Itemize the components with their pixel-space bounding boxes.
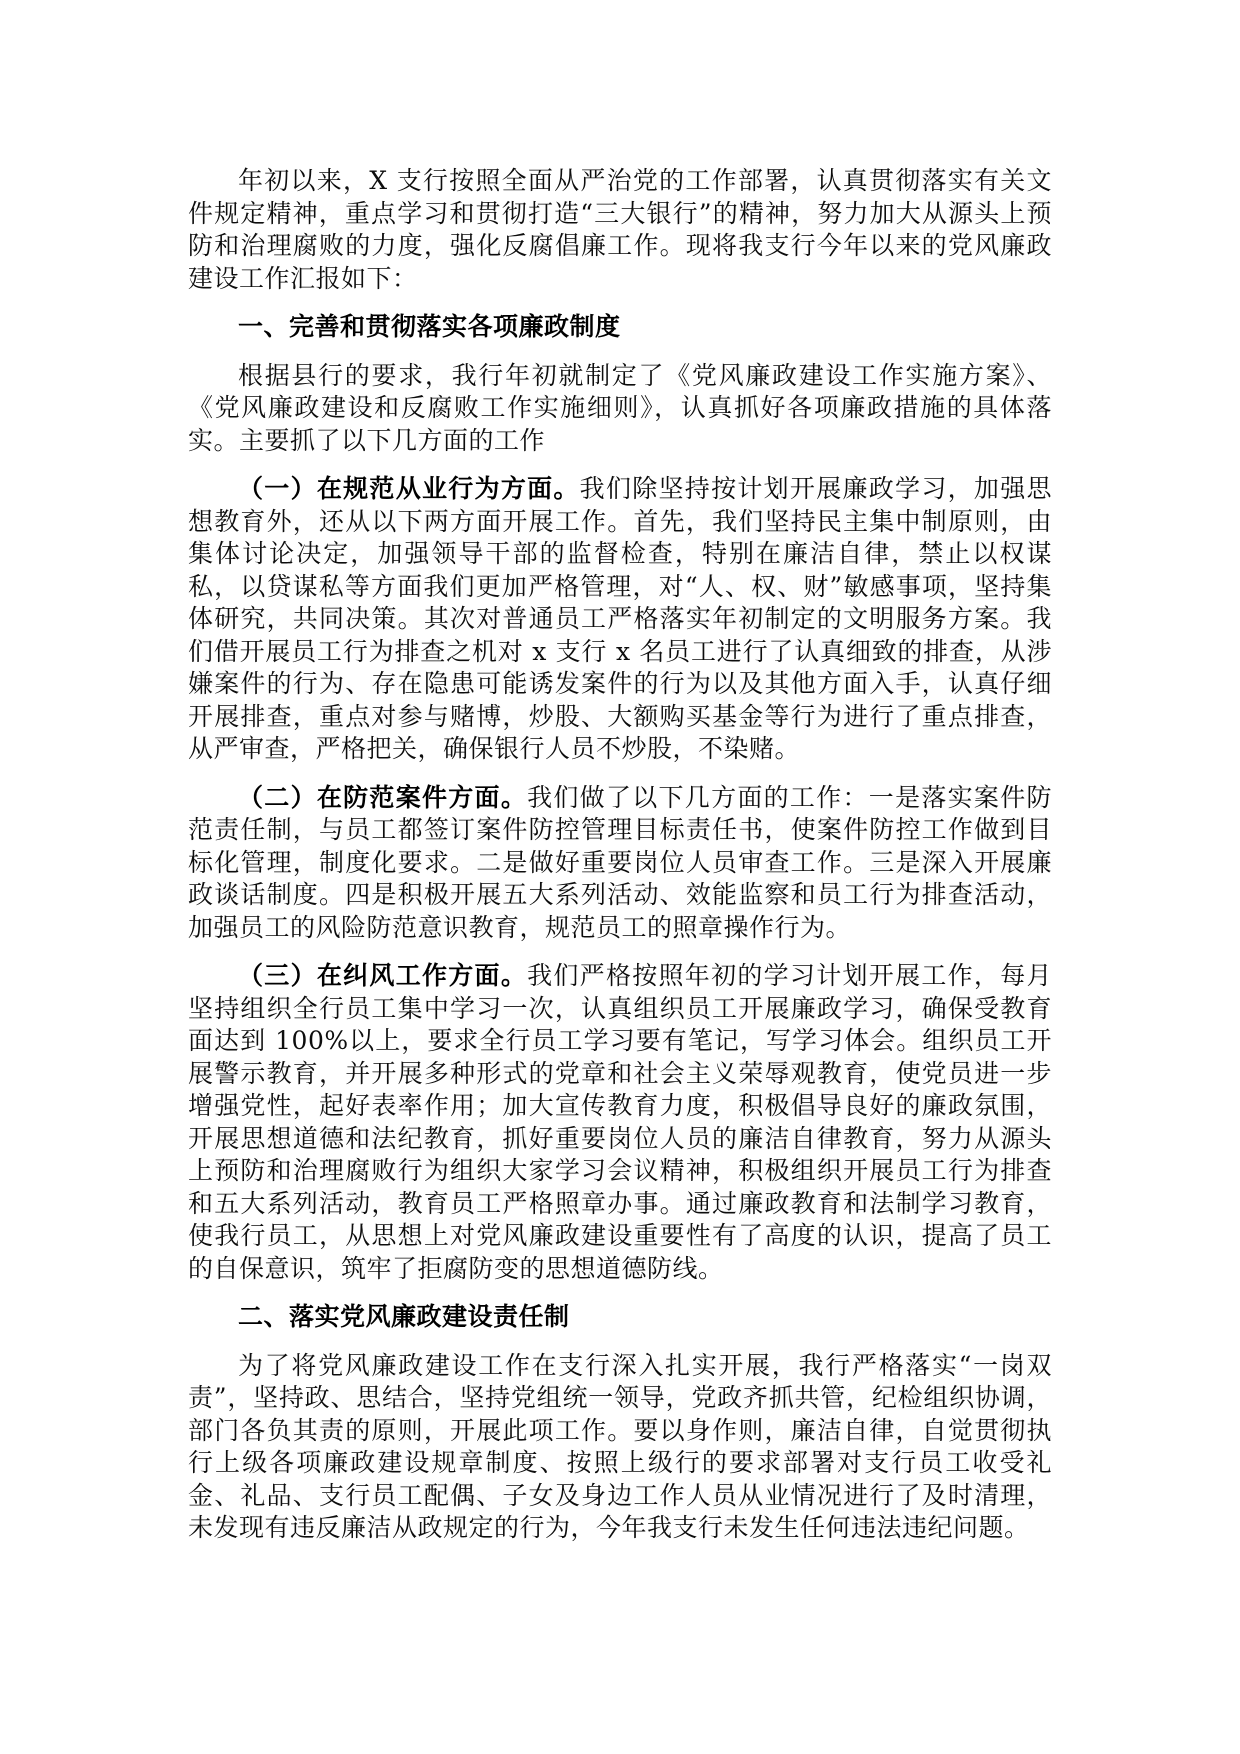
body-paragraph: （三）在纠风工作方面。我们严格按照年初的学习计划开展工作，每月坚持组织全行员工集中学习一次，认真组织员工开展廉政学习，确保受教育面达到 100%以上，要求全行员工学习要有笔记，写学习体会。组织员工开展警示教育，并开展多种形式的党章和社会主义荣辱观教育，使党员进一步增强党性，起好表率作用；加大宣传教育力度，积极倡导良好的廉政氛围，开展思想道德和法纪教育，抓好重要岗位人员的廉洁自律教育，努力从源头上预防和治理腐败行为组织大家学习会议精神，积极组织开展员工行为排查和五大系列活动，教育员工严格照章办事。通过廉政教育和法制学习教育，使我行员工，从思想上对党风廉政建设重要性有了高度的认识，提高了员工的自保意识，筑牢了拒腐防变的思想道德防线。: [188, 961, 1052, 1283]
section-heading: 一、完善和贯彻落实各项廉政制度: [238, 312, 621, 341]
document-content: [188, 165, 1052, 1545]
paragraph-bold-lead: （一）在规范从业行为方面。: [238, 474, 580, 503]
body-paragraph: （二）在防范案件方面。我们做了以下几方面的工作：一是落实案件防范责任制，与员工都签订案件防控管理目标责任书，使案件防控工作做到目标化管理，制度化要求。二是做好重要岗位人员审查工作。三是深入开展廉政谈话制度。四是积极开展五大系列活动、效能监察和员工行为排查活动，加强员工的风险防范意识教育，规范员工的照章操作行为。: [188, 782, 1052, 942]
section-heading: 二、落实党风廉政建设责任制: [238, 1302, 570, 1331]
paragraph-bold-lead: （二）在防范案件方面。: [238, 782, 528, 812]
body-paragraph: 为了将党风廉政建设工作在支行深入扎实开展，我行严格落实“一岗双责”，坚持政、思结合，坚持党组统一领导，党政齐抓共管，纪检组织协调，部门各负其责的原则，开展此项工作。要以身作则，廉洁自律，自觉贯彻执行上级各项廉政建设规章制度、按照上级行的要求部署对支行员工收受礼金、礼品、支行员工配偶、子女及身边工作人员从业情况进行了及时清理，未发现有违反廉洁从政规定的行为，今年我支行未发生任何违法违纪问题。: [188, 1350, 1052, 1542]
body-paragraph: 年初以来，X 支行按照全面从严治党的工作部署，认真贯彻落实有关文件规定精神，重点学习和贯彻打造“三大银行”的精神，努力加大从源头上预防和治理腐败的力度，强化反腐倡廉工作。现将我支行今年以来的党风廉政建设工作汇报如下：: [188, 166, 1052, 293]
paragraph-bold-lead: （三）在纠风工作方面。: [238, 961, 528, 990]
body-paragraph: （一）在规范从业行为方面。我们除坚持按计划开展廉政学习，加强思想教育外，还从以下两方面开展工作。首先，我们坚持民主集中制原则，由集体讨论决定，加强领导干部的监督检查，特别在廉洁自律，禁止以权谋私，以贷谋私等方面我们更加严格管理，对“人、权、财”敏感事项，坚持集体研究，共同决策。其次对普通员工严格落实年初制定的文明服务方案。我们借开展员工行为排查之机对 x 支行 x 名员工进行了认真细致的排查，从涉嫌案件的行为、存在隐患可能诱发案件的行为以及其他方面入手，认真仔细开展排查，重点对参与赌博，炒股、大额购买基金等行为进行了重点排查，从严审查，严格把关，确保银行人员不炒股，不染赌。: [188, 474, 1052, 763]
body-paragraph: 根据县行的要求，我行年初就制定了《党风廉政建设工作实施方案》、《党风廉政建设和反腐败工作实施细则》，认真抓好各项廉政措施的具体落实。主要抓了以下几方面的工作: [188, 360, 1052, 455]
